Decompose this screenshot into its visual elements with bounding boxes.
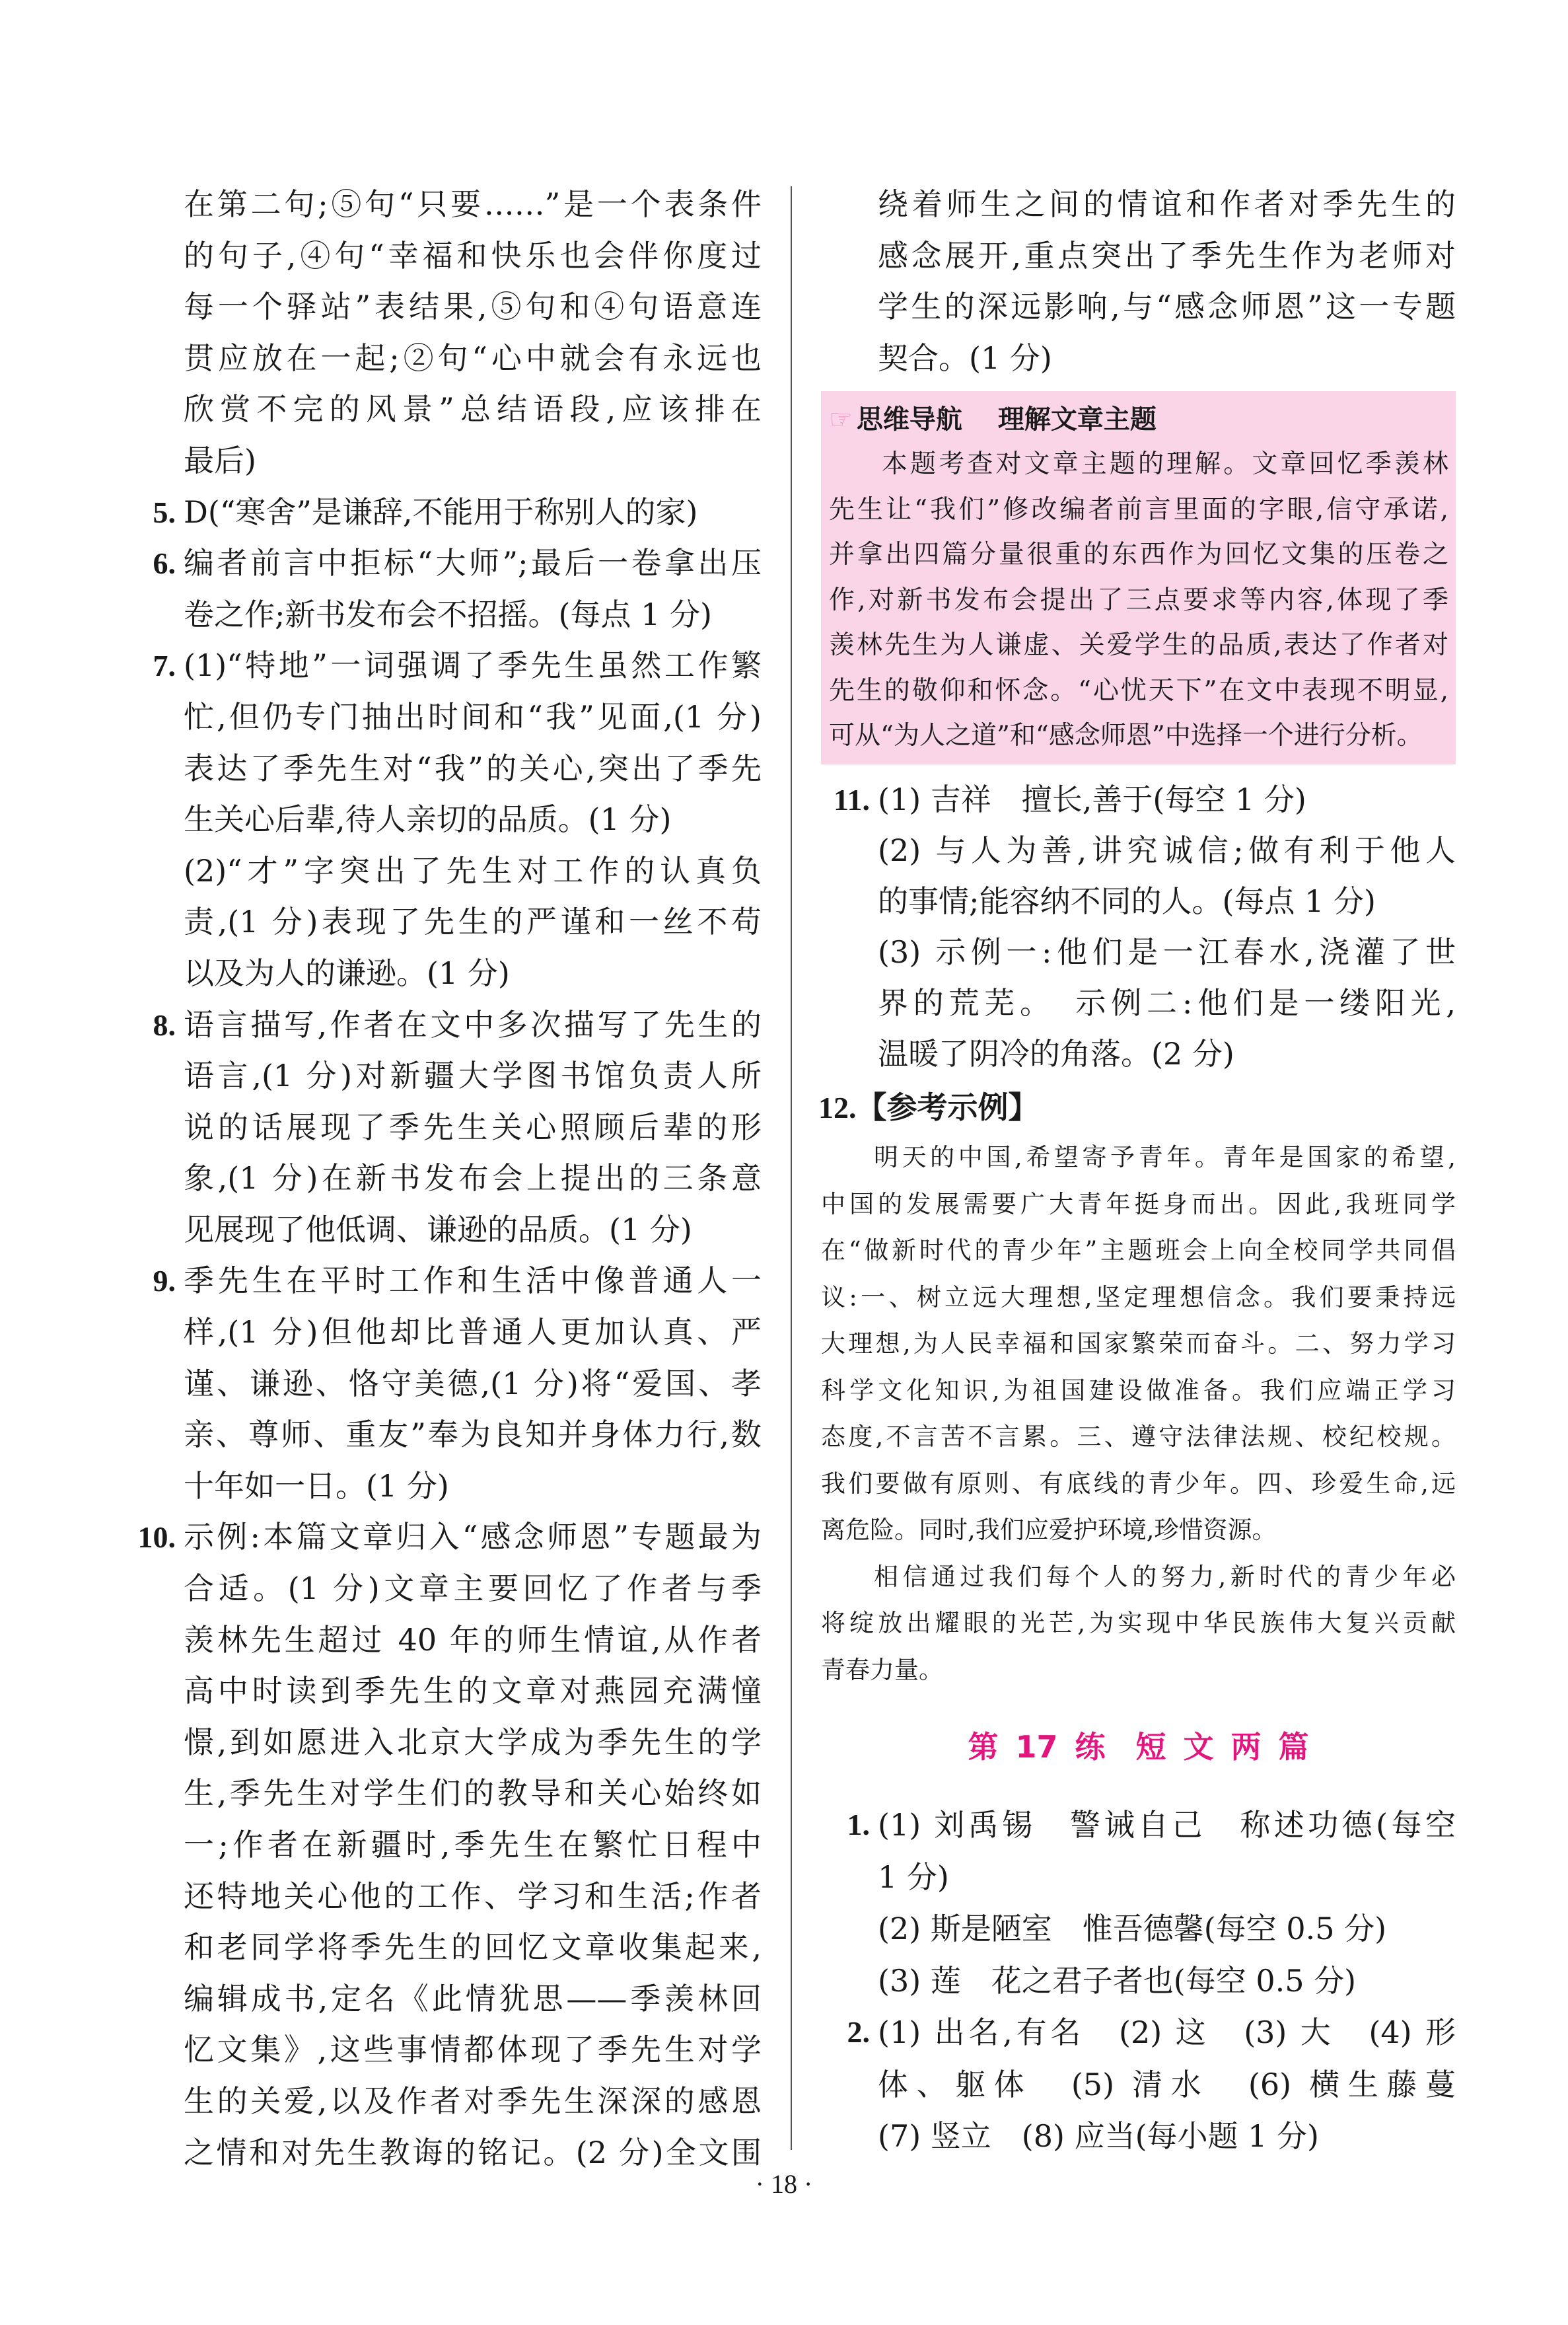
thinking-guide-header — [829, 403, 1157, 436]
answer-item — [834, 774, 1456, 1080]
question-number: 2. — [847, 2015, 870, 2049]
thinking-guide-box — [821, 391, 1456, 764]
text-line: 样,(1 分)但他却比普通人更加认真、严 — [184, 1314, 762, 1350]
text-line: 并拿出四篇分量很重的东西作为回忆文集的压卷之 — [829, 540, 1448, 570]
text-line: (7) 竖立 (8) 应当(每小题 1 分) — [878, 2118, 1319, 2154]
paragraph — [184, 1512, 762, 2178]
text-line: 十年如一日。(1 分) — [184, 1467, 449, 1504]
answer-item — [821, 1134, 1456, 1693]
paragraph — [184, 1255, 762, 1512]
answer-item — [184, 179, 762, 487]
text-line: 在“做新时代的青少年”主题班会上向全校同学共同倡 — [821, 1236, 1456, 1265]
paragraph — [878, 1955, 1456, 2007]
answer-item — [153, 640, 762, 999]
paragraph — [878, 1903, 1456, 1955]
text-line: 编辑成书,定名《此情犹思——季羡林回 — [184, 1980, 762, 2016]
paragraph — [184, 538, 762, 640]
text-line: 忙,但仍专门抽出时间和“我”见面,(1 分) — [184, 698, 762, 735]
text-line: 生关心后辈,待人亲切的品质。(1 分) — [184, 801, 672, 838]
answer-item — [847, 1799, 1456, 2007]
text-line: 议:一、树立远大理想,坚定理想信念。我们要秉持远 — [821, 1282, 1456, 1311]
text-line: 大理想,为人民幸福和国家繁荣而奋斗。二、努力学习 — [821, 1329, 1456, 1358]
question-number: 5. — [153, 495, 176, 529]
question-number: 6. — [153, 546, 176, 581]
text-line: 见展现了他低调、谦逊的品质。(1 分) — [184, 1211, 692, 1247]
paragraph — [878, 825, 1456, 927]
text-line: 温暖了阴冷的角落。(2 分) — [878, 1036, 1234, 1072]
paragraph — [878, 774, 1456, 825]
left-column-answers — [137, 179, 762, 2178]
text-line: 编者前言中拒标“大师”;最后一卷拿出压 — [184, 545, 762, 581]
reference-example-label: 【参考示例】 — [856, 1089, 1039, 1125]
text-line: 可从“为人之道”和“感念师恩”中选择一个进行分析。 — [829, 721, 1423, 751]
text-line: 在第二句;⑤句“只要……”是一个表条件 — [184, 186, 762, 222]
question-number: 10. — [137, 1520, 176, 1555]
text-line: 中国的发展需要广大青年挺身而出。因此,我班同学 — [821, 1189, 1456, 1218]
answer-11 — [834, 774, 1456, 1080]
paragraph — [878, 927, 1456, 1080]
text-line: 相信通过我们每个人的努力,新时代的青少年必 — [874, 1562, 1456, 1591]
text-line: 欣赏不完的风景”总结语段,应该排在 — [184, 391, 762, 427]
text-line: 绕着师生之间的情谊和作者对季先生的 — [878, 186, 1456, 222]
answer-10-continuation — [878, 179, 1456, 384]
thinking-guide-topic: 理解文章主题 — [997, 404, 1157, 435]
text-line: 契合。(1 分) — [878, 340, 1052, 376]
section-title: 第 17 练 短 文 两 篇 — [968, 1729, 1309, 1765]
text-line: 体、躯体 (5) 清水 (6) 横生藤蔓 — [878, 2066, 1456, 2102]
text-line: 高中时读到季先生的文章对燕园充满憧 — [184, 1673, 762, 1709]
text-line: 的句子,④句“幸福和快乐也会伴你度过 — [184, 237, 762, 274]
text-line: 明天的中国,希望寄予青年。青年是国家的希望, — [874, 1143, 1456, 1171]
text-line: (3) 莲 花之君子者也(每空 0.5 分) — [878, 1962, 1357, 1999]
text-line: 合适。(1 分)文章主要回忆了作者与季 — [184, 1570, 762, 1607]
pointing-hand-icon: ☞ — [829, 404, 853, 435]
text-line: 生,季先生对学生们的教导和关心始终如 — [184, 1775, 762, 1812]
text-line: 羡林先生超过 40 年的师生情谊,从作者 — [184, 1621, 762, 1658]
question-number: 12. — [818, 1091, 857, 1125]
text-line: 和老同学将季先生的回忆文章收集起来, — [184, 1929, 762, 1966]
thinking-guide-text — [829, 442, 1448, 759]
text-line: 以及为人的谦逊。(1 分) — [184, 955, 510, 991]
text-line: (1) 出名,有名 (2) 这 (3) 大 (4) 形 — [878, 2014, 1456, 2050]
text-line: 季先生在平时工作和生活中像普通人一 — [184, 1263, 762, 1299]
text-line: 表达了季先生对“我”的关心,突出了季先 — [184, 750, 762, 786]
text-line: 说的话展现了季先生关心照顾后辈的形 — [184, 1109, 762, 1145]
text-line: 作,对新书发布会提出了三点要求等内容,体现了季 — [829, 585, 1448, 615]
text-line: 示例:本篇文章归入“感念师恩”专题最为 — [184, 1519, 762, 1555]
text-line: 本题考查对文章主题的理解。文章回忆季羡林 — [882, 449, 1448, 479]
answer-item — [153, 1255, 762, 1512]
paragraph — [878, 179, 1456, 384]
text-line: (2) 斯是陋室 惟吾德馨(每空 0.5 分) — [878, 1911, 1387, 1946]
text-line: 还特地关心他的工作、学习和生活;作者 — [184, 1878, 762, 1914]
text-line: 谨、谦逊、恪守美德,(1 分)将“爱国、孝 — [184, 1365, 762, 1401]
thinking-guide-label: 思维导航 — [856, 404, 962, 435]
text-line: 先生的敬仰和怀念。“心忧天下”在文中表现不明显, — [829, 675, 1448, 706]
text-line: D(“寒舍”是谦辞,不能用于称别人的家) — [184, 494, 698, 530]
text-line: 语言,(1 分)对新疆大学图书馆负责人所 — [184, 1058, 762, 1094]
text-line: 之情和对先生教诲的铭记。(2 分)全文围 — [184, 2134, 762, 2170]
text-line: (1)“特地”一词强调了季先生虽然工作繁 — [184, 647, 762, 684]
text-line: (1) 吉祥 擅长,善于(每空 1 分) — [878, 782, 1306, 817]
text-line: 象,(1 分)在新书发布会上提出的三条意 — [184, 1160, 762, 1197]
text-line: 学生的深远影响,与“感念师恩”这一专题 — [878, 289, 1456, 325]
text-line: 将绽放出耀眼的光芒,为实现中华民族伟大复兴贡献 — [821, 1609, 1456, 1637]
text-line: 离危险。同时,我们应爱护环境,珍惜资源。 — [821, 1516, 1277, 1544]
question-number: 8. — [153, 1008, 176, 1042]
text-line: 忆文集》,这些事情都体现了季先生对学 — [184, 2032, 762, 2068]
question-number: 7. — [153, 649, 176, 683]
text-line: 语言描写,作者在文中多次描写了先生的 — [184, 1006, 762, 1043]
text-line: 贯应放在一起;②句“心中就会有永远也 — [184, 340, 762, 376]
text-line: 我们要做有原则、有底线的青少年。四、珍爱生命,远 — [821, 1469, 1456, 1498]
answer-12-heading — [818, 1082, 1039, 1133]
answer-item — [878, 179, 1456, 384]
question-number: 11. — [834, 783, 870, 817]
text-line: 态度,不言苦不言累。三、遵守法律法规、校纪校规。 — [821, 1422, 1456, 1451]
section-17-answers — [847, 1799, 1456, 2162]
column-divider — [791, 186, 792, 2150]
paragraph — [184, 846, 762, 1000]
text-line: 每一个驿站”表结果,⑤句和④句语意连 — [184, 289, 762, 325]
text-line: 羡林先生为人谦虚、关爱学生的品质,表达了作者对 — [829, 630, 1448, 660]
paragraph — [821, 1554, 1456, 1694]
text-line: (3) 示例一:他们是一江春水,浇灌了世 — [878, 934, 1456, 970]
paragraph — [184, 179, 762, 487]
page-number: · 18 · — [755, 2169, 813, 2199]
paragraph — [821, 1134, 1456, 1554]
paragraph — [184, 487, 762, 538]
paragraph — [184, 1000, 762, 1256]
text-line: 先生让“我们”修改编者前言里面的字眼,信守承诺, — [829, 494, 1448, 525]
text-line: 一;作者在新疆时,季先生在繁忙日程中 — [184, 1827, 762, 1863]
answer-item — [153, 1000, 762, 1256]
answer-item — [153, 538, 762, 640]
text-line: 亲、尊师、重友”奉为良知并身体力行,数 — [184, 1417, 762, 1453]
text-line: 憬,到如愿进入北京大学成为季先生的学 — [184, 1724, 762, 1760]
text-line: 界的荒芜。 示例二:他们是一缕阳光, — [878, 985, 1456, 1021]
text-line: 感念展开,重点突出了季先生作为老师对 — [878, 237, 1456, 274]
reference-essay — [821, 1134, 1456, 1693]
text-line: 责,(1 分)表现了先生的严谨和一丝不苟 — [184, 904, 762, 940]
text-line: 最后) — [184, 442, 256, 478]
text-line: (2)“才”字突出了先生对工作的认真负 — [184, 852, 762, 889]
text-line: 1 分) — [878, 1859, 949, 1895]
text-line: 青春力量。 — [821, 1655, 943, 1684]
question-number: 9. — [153, 1264, 176, 1298]
paragraph — [878, 2007, 1456, 2162]
paragraph — [184, 640, 762, 845]
answer-item — [847, 2007, 1456, 2162]
text-line: 卷之作;新书发布会不招摇。(每点 1 分) — [184, 596, 712, 632]
text-line: (1) 刘禹锡 警诫自己 称述功德(每空 — [878, 1807, 1456, 1843]
text-line: 的事情;能容纳不同的人。(每点 1 分) — [878, 883, 1376, 919]
text-line: (2) 与人为善,讲究诚信;做有利于他人 — [878, 832, 1456, 868]
paragraph — [878, 1799, 1456, 1903]
question-number: 1. — [847, 1808, 870, 1841]
text-line: 科学文化知识,为祖国建设做准备。我们应端正学习 — [821, 1376, 1456, 1405]
answer-item — [137, 1512, 762, 2178]
answer-item — [153, 487, 762, 538]
text-line: 生的关爱,以及作者对季先生深深的感恩 — [184, 2083, 762, 2119]
paragraph — [829, 442, 1448, 759]
